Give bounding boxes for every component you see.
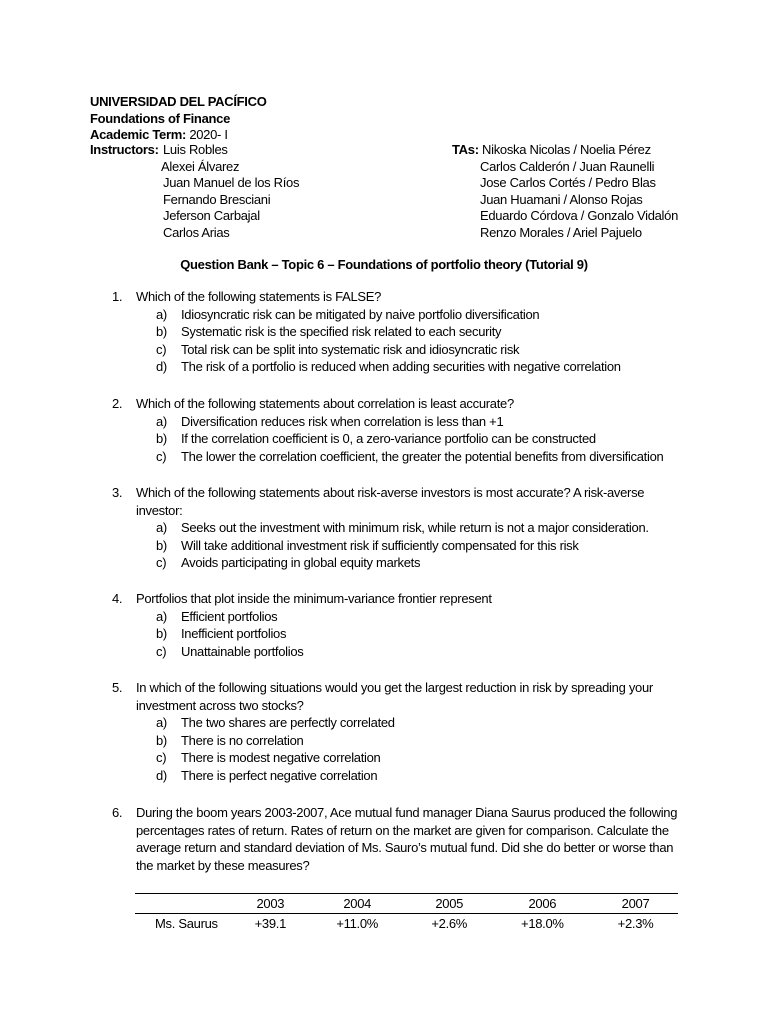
question-text: Which of the following statements about correlation is least accurate?	[136, 396, 514, 411]
options-list	[112, 714, 682, 784]
instructor-name: Jeferson Carbajal	[163, 208, 260, 223]
option-letter: c)	[156, 555, 167, 570]
option-text: The two shares are perfectly correlated	[181, 715, 395, 730]
option-text: The lower the correlation coefficient, the greater the potential benefits from diversification	[181, 448, 664, 464]
document-title: Question Bank – Topic 6 – Foundations of portfolio theory (Tutorial 9)	[180, 257, 588, 272]
table-cell: +2.3%	[617, 916, 654, 931]
instructors-list	[163, 142, 299, 241]
table-cell: +39.1	[254, 916, 287, 931]
ta-pair: Renzo Morales / Ariel Pajuelo	[480, 224, 642, 240]
university-name: UNIVERSIDAD DEL PACÍFICO	[90, 94, 267, 109]
option-letter: c)	[156, 448, 167, 464]
question-item	[112, 804, 682, 874]
option-letter: c)	[156, 750, 167, 765]
term-value: 2020- I	[189, 127, 228, 142]
option-letter: d)	[156, 767, 167, 783]
ta-pair: Jose Carlos Cortés / Pedro Blas	[480, 175, 656, 190]
question-number: 6.	[112, 805, 123, 820]
option-item	[112, 643, 682, 661]
option-text: There is no correlation	[181, 732, 304, 748]
option-letter: b)	[156, 537, 167, 553]
table-cell: +18.0%	[521, 916, 564, 931]
question-item	[112, 395, 682, 465]
option-text: Unattainable portfolios	[181, 643, 304, 659]
instructor-name: Alexei Álvarez	[161, 158, 240, 174]
ta-pair: Juan Huamani / Alonso Rojas	[480, 191, 643, 207]
option-letter: b)	[156, 732, 167, 748]
option-letter: b)	[156, 324, 167, 339]
option-item	[112, 608, 682, 626]
table-cell: +2.6%	[431, 916, 468, 931]
table-header-cell: 2007	[621, 896, 650, 911]
option-text: Systematic risk is the specified risk related to each security	[181, 324, 502, 339]
question-number: 2.	[112, 396, 123, 411]
question-item	[112, 484, 682, 572]
instructor-name: Luis Robles	[163, 142, 228, 157]
option-letter: a)	[156, 306, 167, 322]
option-item	[112, 732, 682, 750]
option-letter: a)	[156, 608, 167, 624]
options-list	[112, 306, 682, 376]
option-item	[112, 306, 682, 324]
returns-table	[135, 893, 678, 933]
option-item	[112, 749, 682, 767]
option-letter: a)	[156, 520, 167, 535]
option-text: Total risk can be split into systematic risk and idiosyncratic risk	[181, 341, 520, 357]
question-text: During the boom years 2003-2007, Ace mutual fund manager Diana Saurus produced the following percentages rates of return. Rates of return on the market are given for comparison. Calculate the average return and standard deviation of Ms. Sauro’s mutual fund. Did she do better or worse than the market by these measures?	[136, 805, 678, 873]
term-label: Academic Term:	[90, 127, 186, 142]
question-text: Which of the following statements is FALSE?	[136, 289, 382, 304]
option-text: The risk of a portfolio is reduced when adding securities with negative correlation	[181, 359, 621, 374]
ta-pair: Eduardo Córdova / Gonzalo Vidalón	[480, 208, 678, 223]
option-item	[112, 358, 682, 376]
instructor-name: Juan Manuel de los Ríos	[163, 175, 300, 190]
ta-pair: Carlos Calderón / Juan Raunelli	[480, 158, 655, 174]
tas-list	[480, 159, 678, 242]
question-number: 5.	[112, 680, 123, 695]
tas-label: TAs:	[452, 142, 479, 157]
question-text: In which of the following situations would you get the largest reduction in risk by spreading your investment across two stocks?	[136, 680, 653, 713]
option-letter: a)	[156, 413, 167, 429]
instructor-name: Fernando Bresciani	[163, 191, 271, 207]
ta-pair: Nikoska Nicolas / Noelia Pérez	[482, 142, 651, 157]
option-text: There is perfect negative correlation	[181, 767, 378, 783]
question-number: 3.	[112, 485, 123, 500]
option-item	[112, 714, 682, 732]
table-cell: +11.0%	[336, 916, 379, 931]
option-text: Idiosyncratic risk can be mitigated by naive portfolio diversification	[181, 306, 540, 322]
option-letter: a)	[156, 715, 167, 730]
option-item	[112, 519, 682, 537]
question-text: Portfolios that plot inside the minimum-variance frontier represent	[136, 591, 492, 606]
option-letter: b)	[156, 431, 167, 446]
instructor-name: Carlos Arias	[163, 224, 230, 240]
option-item	[112, 767, 682, 785]
instructors-label: Instructors:	[90, 142, 159, 157]
option-item	[112, 430, 682, 448]
option-text: Seeks out the investment with minimum risk, while return is not a major consideration.	[181, 520, 649, 535]
table-header-cell: 2003	[256, 896, 285, 911]
option-item	[112, 323, 682, 341]
question-text: Which of the following statements about risk-averse investors is most accurate? A risk-averse investor:	[136, 485, 645, 518]
option-item	[112, 413, 682, 431]
question-item	[112, 590, 682, 660]
question-item	[112, 679, 682, 784]
option-letter: c)	[156, 341, 167, 357]
option-item	[112, 537, 682, 555]
option-item	[112, 448, 682, 466]
option-text: Inefficient portfolios	[181, 626, 287, 641]
option-item	[112, 554, 682, 572]
options-list	[112, 519, 682, 572]
options-list	[112, 413, 682, 466]
option-text: Avoids participating in global equity markets	[181, 555, 421, 570]
option-letter: c)	[156, 643, 167, 659]
table-header-cell: 2006	[528, 896, 557, 911]
table-row	[135, 914, 678, 934]
course-name: Foundations of Finance	[90, 110, 231, 126]
option-item	[112, 625, 682, 643]
option-letter: d)	[156, 359, 167, 374]
option-item	[112, 341, 682, 359]
question-number: 4.	[112, 591, 123, 606]
row-label: Ms. Saurus	[155, 916, 218, 931]
table-header-cell: 2005	[435, 896, 464, 911]
question-number: 1.	[112, 289, 123, 304]
table-header-row	[135, 894, 678, 914]
table-header-cell: 2004	[343, 896, 372, 911]
option-text: Will take additional investment risk if sufficiently compensated for this risk	[181, 537, 579, 553]
table-header-cell	[135, 894, 233, 914]
option-text: If the correlation coefficient is 0, a zero-variance portfolio can be constructed	[181, 431, 596, 446]
option-letter: b)	[156, 626, 167, 641]
option-text: Efficient portfolios	[181, 608, 278, 624]
document-header	[90, 94, 267, 144]
option-text: Diversification reduces risk when correlation is less than +1	[181, 413, 504, 429]
option-text: There is modest negative correlation	[181, 750, 381, 765]
tas-block	[452, 142, 651, 159]
options-list	[112, 608, 682, 661]
question-item	[112, 288, 682, 376]
